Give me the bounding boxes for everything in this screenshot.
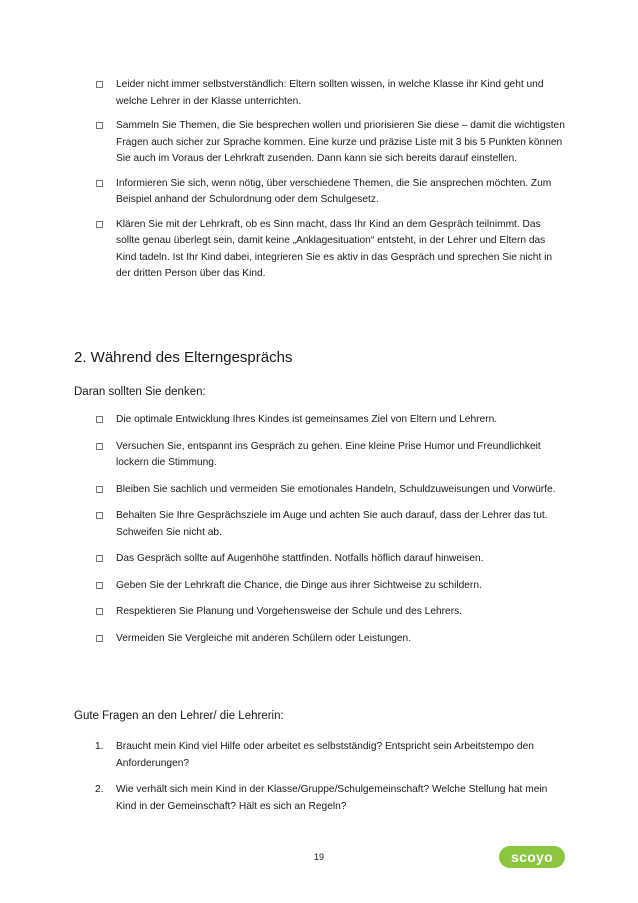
section-heading: 2. Während des Elterngesprächs xyxy=(74,349,293,366)
questions-heading: Gute Fragen an den Lehrer/ die Lehrerin: xyxy=(74,710,284,722)
checkbox-bullet-icon xyxy=(96,608,103,615)
list-item xyxy=(95,631,565,648)
checkbox-bullet-icon xyxy=(96,635,103,642)
bullet-text: Versuchen Sie, entspannt ins Gespräch zu gehen. Eine kleine Prise Humor und Freundlichkeit lockern die Stimmung. xyxy=(116,440,541,468)
bullet-text: Vermeiden Sie Vergleiche mit anderen Schülern oder Leistungen. xyxy=(116,632,412,644)
checkbox-bullet-icon xyxy=(96,122,103,129)
bullet-text: Geben Sie der Lehrkraft die Chance, die Dinge aus ihrer Sichtweise zu schildern. xyxy=(116,579,482,591)
checkbox-bullet-icon xyxy=(96,486,103,493)
list-item xyxy=(95,176,565,209)
bullet-text: Respektieren Sie Planung und Vorgehensweise der Schule und des Lehrers. xyxy=(116,606,463,617)
bullet-text: Informieren Sie sich, wenn nötig, über verschiedene Themen, die Sie ansprechen möchten. Zum Beispiel anhand der Schulordnung oder dem Schulgesetz. xyxy=(116,177,552,205)
section-bullet-list xyxy=(95,412,565,647)
intro-bullet-list xyxy=(95,77,565,283)
bullet-text: Das Gespräch sollte auf Augenhöhe stattfinden. Notfalls höflich darauf hinweisen. xyxy=(116,553,484,564)
list-item xyxy=(95,77,565,110)
checkbox-bullet-icon xyxy=(96,221,103,228)
checkbox-bullet-icon xyxy=(96,512,103,519)
bullet-text: Klären Sie mit der Lehrkraft, ob es Sinn macht, dass Ihr Kind an dem Gespräch teilnimmt. Das sollte genau überlegt sein, damit keine „Anklagesituation“ entsteht, in der Lehrer und Eltern das Kind tadeln. Ist Ihr Kind dabei, integrieren Sie es aktiv in das Gespräch und sprechen Sie nicht in der dritten Person über das Kind. xyxy=(116,218,553,279)
checkbox-bullet-icon xyxy=(96,416,103,423)
checkbox-bullet-icon xyxy=(96,443,103,450)
questions-list xyxy=(95,739,565,815)
bullet-text: Bleiben Sie sachlich und vermeiden Sie emotionales Handeln, Schuldzuweisungen und Vorwürfe. xyxy=(116,483,556,495)
list-item xyxy=(95,482,565,499)
checkbox-bullet-icon xyxy=(96,582,103,589)
list-item xyxy=(95,412,565,429)
bullet-text: Die optimale Entwicklung Ihres Kindes ist gemeinsames Ziel von Eltern und Lehrern. xyxy=(116,414,498,425)
list-item xyxy=(95,739,565,772)
item-number: 1. xyxy=(95,741,104,752)
bullet-text: Leider nicht immer selbstverständlich: Eltern sollten wissen, in welche Klasse ihr Kind geht und welche Lehrer in der Klasse unterrichten. xyxy=(116,79,544,107)
list-item xyxy=(95,782,565,815)
list-item xyxy=(95,604,565,621)
list-item xyxy=(95,439,565,472)
checkbox-bullet-icon xyxy=(96,180,103,187)
list-item xyxy=(95,578,565,595)
bullet-text: Behalten Sie Ihre Gesprächsziele im Auge und achten Sie auch darauf, dass der Lehrer das tut. Schweifen Sie nicht ab. xyxy=(116,510,548,538)
checkbox-bullet-icon xyxy=(96,81,103,88)
section-subheading: Daran sollten Sie denken: xyxy=(74,386,206,398)
bullet-text: Sammeln Sie Themen, die Sie besprechen wollen und priorisieren Sie diese – damit die wichtigsten Fragen auch sicher zur Sprache kommen. Eine kurze und präzise Liste mit 3 bis 5 Punkten können Sie auch im Voraus der Lehrkraft zusenden. Dann kann sie sich bereits darauf einstellen. xyxy=(116,120,565,164)
item-number: 2. xyxy=(95,784,104,795)
list-item xyxy=(95,118,565,168)
list-item xyxy=(95,217,565,283)
list-item xyxy=(95,508,565,541)
question-text: Braucht mein Kind viel Hilfe oder arbeitet es selbstständig? Entspricht sein Arbeitstempo den Anforderungen? xyxy=(116,741,534,769)
question-text: Wie verhält sich mein Kind in der Klasse/Gruppe/Schulgemeinschaft? Welche Stellung hat mein Kind in der Gemeinschaft? Hält es sich an Regeln? xyxy=(116,784,548,812)
checkbox-bullet-icon xyxy=(96,555,103,562)
page-number: 19 xyxy=(313,852,324,862)
scoyo-logo: scoyo xyxy=(499,846,565,868)
list-item xyxy=(95,551,565,568)
